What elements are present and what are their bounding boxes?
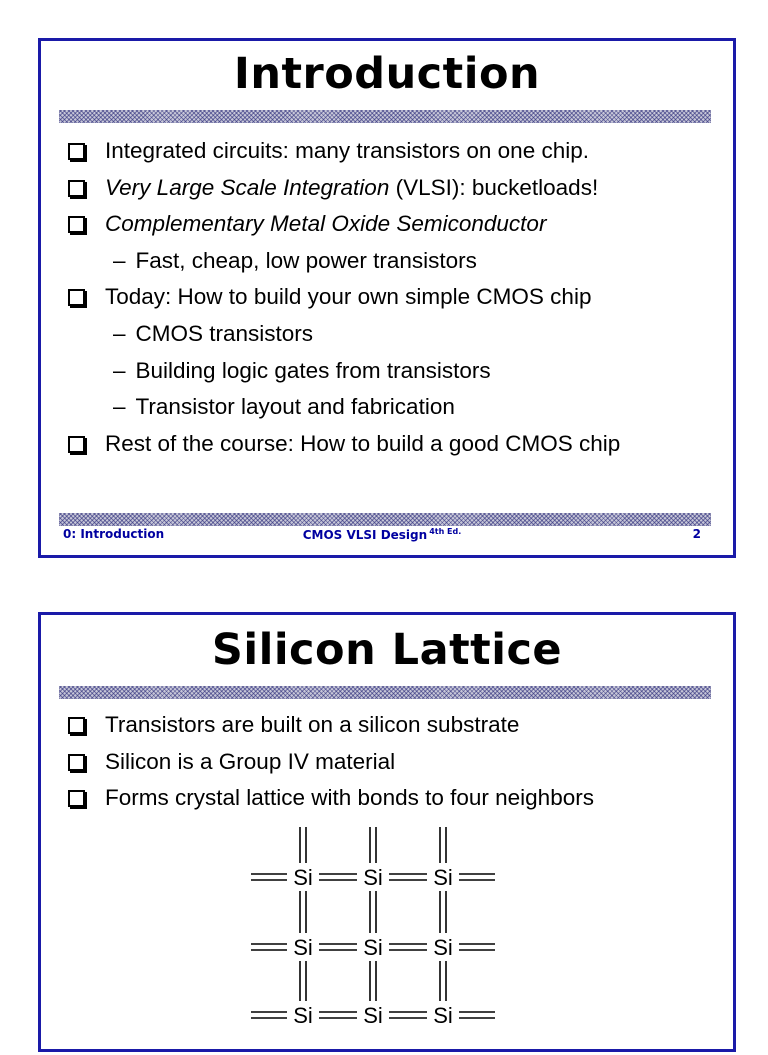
bullet-text: Complementary Metal Oxide Semiconductor	[105, 211, 547, 237]
bullet-item	[65, 279, 723, 316]
bullet-text: Very Large Scale Integration	[105, 174, 390, 200]
bullet-item	[65, 426, 723, 463]
bullet-text: Integrated circuits: many transistors on one chip.	[105, 138, 589, 163]
checkbox-bullet-icon	[68, 216, 85, 233]
footer-book-name: CMOS VLSI Design	[302, 528, 428, 542]
bullet-text: Forms crystal lattice with bonds to four neighbors	[105, 785, 594, 811]
bullet-text: (VLSI): bucketloads!	[389, 174, 599, 200]
checkbox-bullet-icon	[68, 289, 85, 306]
checkbox-bullet-icon	[68, 143, 85, 160]
bullet-text: Silicon is a Group IV material	[105, 748, 396, 774]
footer-book-title	[63, 527, 701, 542]
footer-chapter: 0: Introduction	[63, 527, 165, 541]
bullet-text: Today: How to build your own simple CMOS chip	[105, 284, 592, 310]
slide-footer	[63, 527, 701, 543]
bullet-item	[65, 206, 723, 243]
bullet-text: Fast, cheap, low power transistors	[135, 247, 477, 273]
bullet-item	[65, 170, 723, 207]
slide-title: Silicon Lattice	[211, 625, 563, 675]
bullet-text: Building logic gates from transistors	[135, 357, 491, 383]
bullet-text: Transistors are built on a silicon substrate	[105, 712, 520, 737]
silicon-atom-label: Si	[363, 935, 383, 960]
silicon-atom-label: Si	[433, 1003, 453, 1028]
bullet-text: Transistor layout and fabrication	[135, 394, 455, 420]
sub-bullet-item	[65, 243, 723, 280]
sub-bullet-item	[65, 389, 723, 426]
silicon-atom-label: Si	[293, 935, 313, 960]
bullet-list	[65, 133, 723, 462]
silicon-atom-label: Si	[363, 865, 383, 890]
silicon-atom-label: Si	[293, 865, 313, 890]
checkbox-bullet-icon	[68, 180, 85, 197]
title-divider	[59, 110, 711, 123]
dash-marker: –	[113, 247, 126, 273]
silicon-lattice-diagram	[41, 615, 733, 1055]
bullet-text: CMOS transistors	[135, 320, 314, 346]
dash-marker: –	[113, 357, 126, 383]
footer-divider	[59, 513, 711, 526]
footer-edition: 4th Ed.	[429, 527, 462, 536]
sub-bullet-item	[65, 316, 723, 353]
silicon-atom-label: Si	[293, 1003, 313, 1028]
slide-silicon-lattice	[38, 612, 736, 1052]
checkbox-bullet-icon	[68, 436, 85, 453]
dash-marker: –	[113, 394, 126, 420]
dash-marker: –	[113, 320, 126, 346]
silicon-atom-label: Si	[433, 865, 453, 890]
silicon-atom-label: Si	[363, 1003, 383, 1028]
bullet-text: Rest of the course: How to build a good CMOS chip	[105, 430, 621, 456]
slide-title: Introduction	[233, 49, 541, 99]
footer-page-number: 2	[692, 527, 701, 541]
slide-introduction	[38, 38, 736, 558]
sub-bullet-item	[65, 353, 723, 390]
bullet-item	[65, 133, 723, 170]
silicon-atom-label: Si	[433, 935, 453, 960]
